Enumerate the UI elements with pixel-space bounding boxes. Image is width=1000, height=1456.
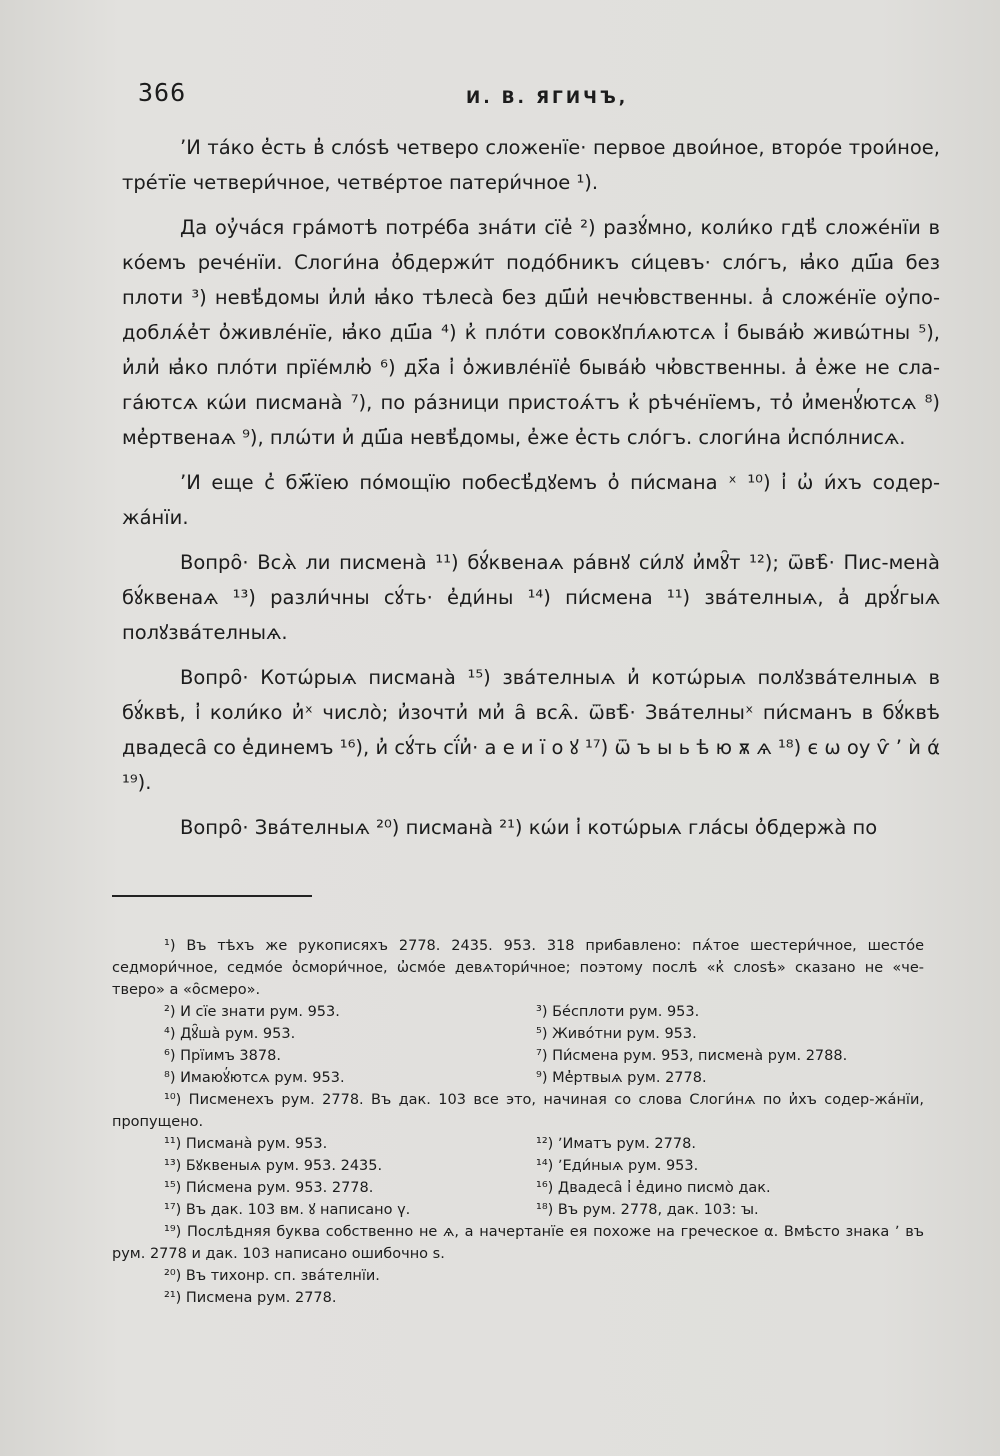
paragraph: Да оу̓ча́ся гра́мотѣ потре́ба зна́ти сїе̓ ²) разꙋ́мно, коли́ко гдѣ̓ сложе́нїи в ко́емъ рече́нїи. Слоги́на о̓бдержи́т подо́бникъ си́цевъ· сло́гъ, ꙗ̓ко дш҃а без плоти ³) невѣ̓домы и̓ли̓ ꙗ̓ко тѣлеса̀ без дш҃и̓ нечю̓вственны. а̓ сложе́нїе оу̓по-доблѧ́е̓т о̓живле́нїе, ꙗ̓ко дш҃а ⁴) к̓ пло́ти совокꙋпл́ѧютсѧ і̓ быва́ю̓ живѡ́тны ⁵), и̓ли̓ ꙗ̓ко пло́ти прїе́млю̓ ⁶) дх҃а і̓ о̓живле́нїе̓ быва́ю̓ чю̓вственны. а̓ е̓же не сла-га́ютсѧ кѡ́и писмана̀ ⁷), по ра́зници пристоѧ́тъ к̓ рѣче́нїемъ, то̓ и̓менꙋ̓ютсѧ ⁸) ме̓ртвенаѧ ⁹), плѡ́ти и̓ дш҃а невѣ̓домы, е̓же е̓сть сло́гъ. слоги́на и̓спо́лнисѧ. (122, 216, 940, 449)
footnote: ⁶) Прїимъ 3878. (164, 1048, 281, 1064)
page-number: 366 (138, 78, 187, 107)
main-text (122, 130, 940, 855)
footnote: ¹⁶) Двадеса̑ і̓ е̓дино писмо̀ дак. (536, 1180, 771, 1196)
footnote: ¹³) Бꙋквеныѧ рум. 953. 2435. (164, 1158, 383, 1174)
footnote: ⁵) Живо́тни рум. 953. (536, 1026, 697, 1042)
question-paragraph: Вопро̑· Зва́телныѧ ²⁰) писмана̀ ²¹) кѡ́и і̓ котѡ́рыѧ гла́сы о̓бдержа̀ по (180, 816, 878, 839)
footnote: ¹⁰) Писменехъ рум. 2778. Въ дак. 103 все это, начиная со слова Слоги́нѧ по и̓хъ содер-жа́нїи, пропущено. (112, 1092, 924, 1130)
footnote-divider (112, 895, 312, 897)
footnote: ¹) Въ тѣхъ же рукописяхъ 2778. 2435. 953. 318 прибавлено: пѧ́тое шестери́чное, шесто́е седмори́чное, седмо́е о̓смори́чное, ѡ̓смо́е девѧтори́чное; поэтому послѣ «к̓ слоѕѣ» сказано не «че-тверо» а «о̑смеро». (112, 938, 924, 998)
footnote: ¹⁸) Въ рум. 2778, дак. 103: ꙑ. (536, 1202, 759, 1218)
paragraph: ʼИ та́ко е̓сть в̓ сло́ѕѣ четверо сложенїе· первое двои́ное, второ́е трои́ное, тре́тїе четвери́чное, четве́ртое патери́чное ¹). (122, 136, 940, 194)
footnote: ⁸) Имаюꙋ̓ютсѧ рум. 953. (164, 1070, 345, 1086)
running-head: И. В. ЯГИЧЪ, (466, 88, 629, 108)
footnote-columns (112, 1133, 924, 1221)
footnote: ¹⁴) ʼЕди́ныѧ рум. 953. (536, 1158, 699, 1174)
footnote: ¹¹) Писмана̀ рум. 953. (164, 1136, 328, 1152)
question-paragraph: Вопро̑· Всѧ̀ ли писмена̀ ¹¹) бꙋ́квенаѧ ра́внꙋ си́лꙋ и̓мꙋ̑т ¹²); ѿвѣ̑· Пис-мена̀ бꙋ́квенаѧ ¹³) разли́чны сꙋ́ть· е̓ди́ны ¹⁴) пи́смена ¹¹) зва́телныѧ, а̓ дрꙋ́гыѧ полꙋзва́телныѧ. (122, 551, 940, 644)
footnote-columns (112, 1001, 924, 1089)
footnote: ¹⁹) Послѣдняя буква собственно не ѧ, а начертанїе ея похоже на греческое α. Вмѣсто знака ʼ въ рум. 2778 и дак. 103 написано ошибочно ѕ. (112, 1224, 924, 1262)
footnote: ⁹) Ме̓ртвыѧ рум. 2778. (536, 1070, 707, 1086)
footnote: ¹⁵) Пи́смена рум. 953. 2778. (164, 1180, 374, 1196)
footnote: ¹²) ʼИматъ рум. 2778. (536, 1136, 696, 1152)
footnote: ⁴) Дꙋ̑ша̀ рум. 953. (164, 1026, 296, 1042)
footnote: ¹⁷) Въ дак. 103 вм. ꙋ написано ү. (164, 1202, 411, 1218)
footnote: ²) И сїе знати рум. 953. (164, 1004, 340, 1020)
footnote: ²¹) Писмена рум. 2778. (164, 1290, 337, 1306)
footnotes (112, 935, 924, 1309)
paragraph: ʼИ еще с̓ бж҃їею по́мощїю побесѣ̓дꙋемъ о̓ пи́смана ˣ ¹⁰) і̓ ѡ̓ и́хъ содер-жа́нїи. (122, 471, 940, 529)
footnote: ⁷) Пи́смена рум. 953, писмена̀ рум. 2788. (536, 1048, 848, 1064)
page-header (138, 78, 938, 118)
footnote: ³) Бе́сплоти рум. 953. (536, 1004, 700, 1020)
footnote: ²⁰) Въ тихонр. сп. зва́телнїи. (164, 1268, 380, 1284)
question-paragraph: Вопро̑· Котѡ́рыѧ писмана̀ ¹⁵) зва́телныѧ и̓ котѡ́рыѧ полꙋзва́телныѧ в бꙋ́квѣ, і̓ коли́ко и̓ˣ число̀; и̓зочти̓ ми̓ а̑ всѧ̑. ѿвѣ̑· Зва́телныˣ пи́сманъ в бꙋ́квѣ двадеса̑ со е̓динемъ ¹⁶), и̓ сꙋ́ть сї́и̓· а е и ї о ꙋ ¹⁷) ѿ ъ ы ь ѣ ю ѫ ѧ ¹⁸) є ѡ оу ѵ̑ ʼ ѝ ά ¹⁹). (122, 666, 940, 794)
